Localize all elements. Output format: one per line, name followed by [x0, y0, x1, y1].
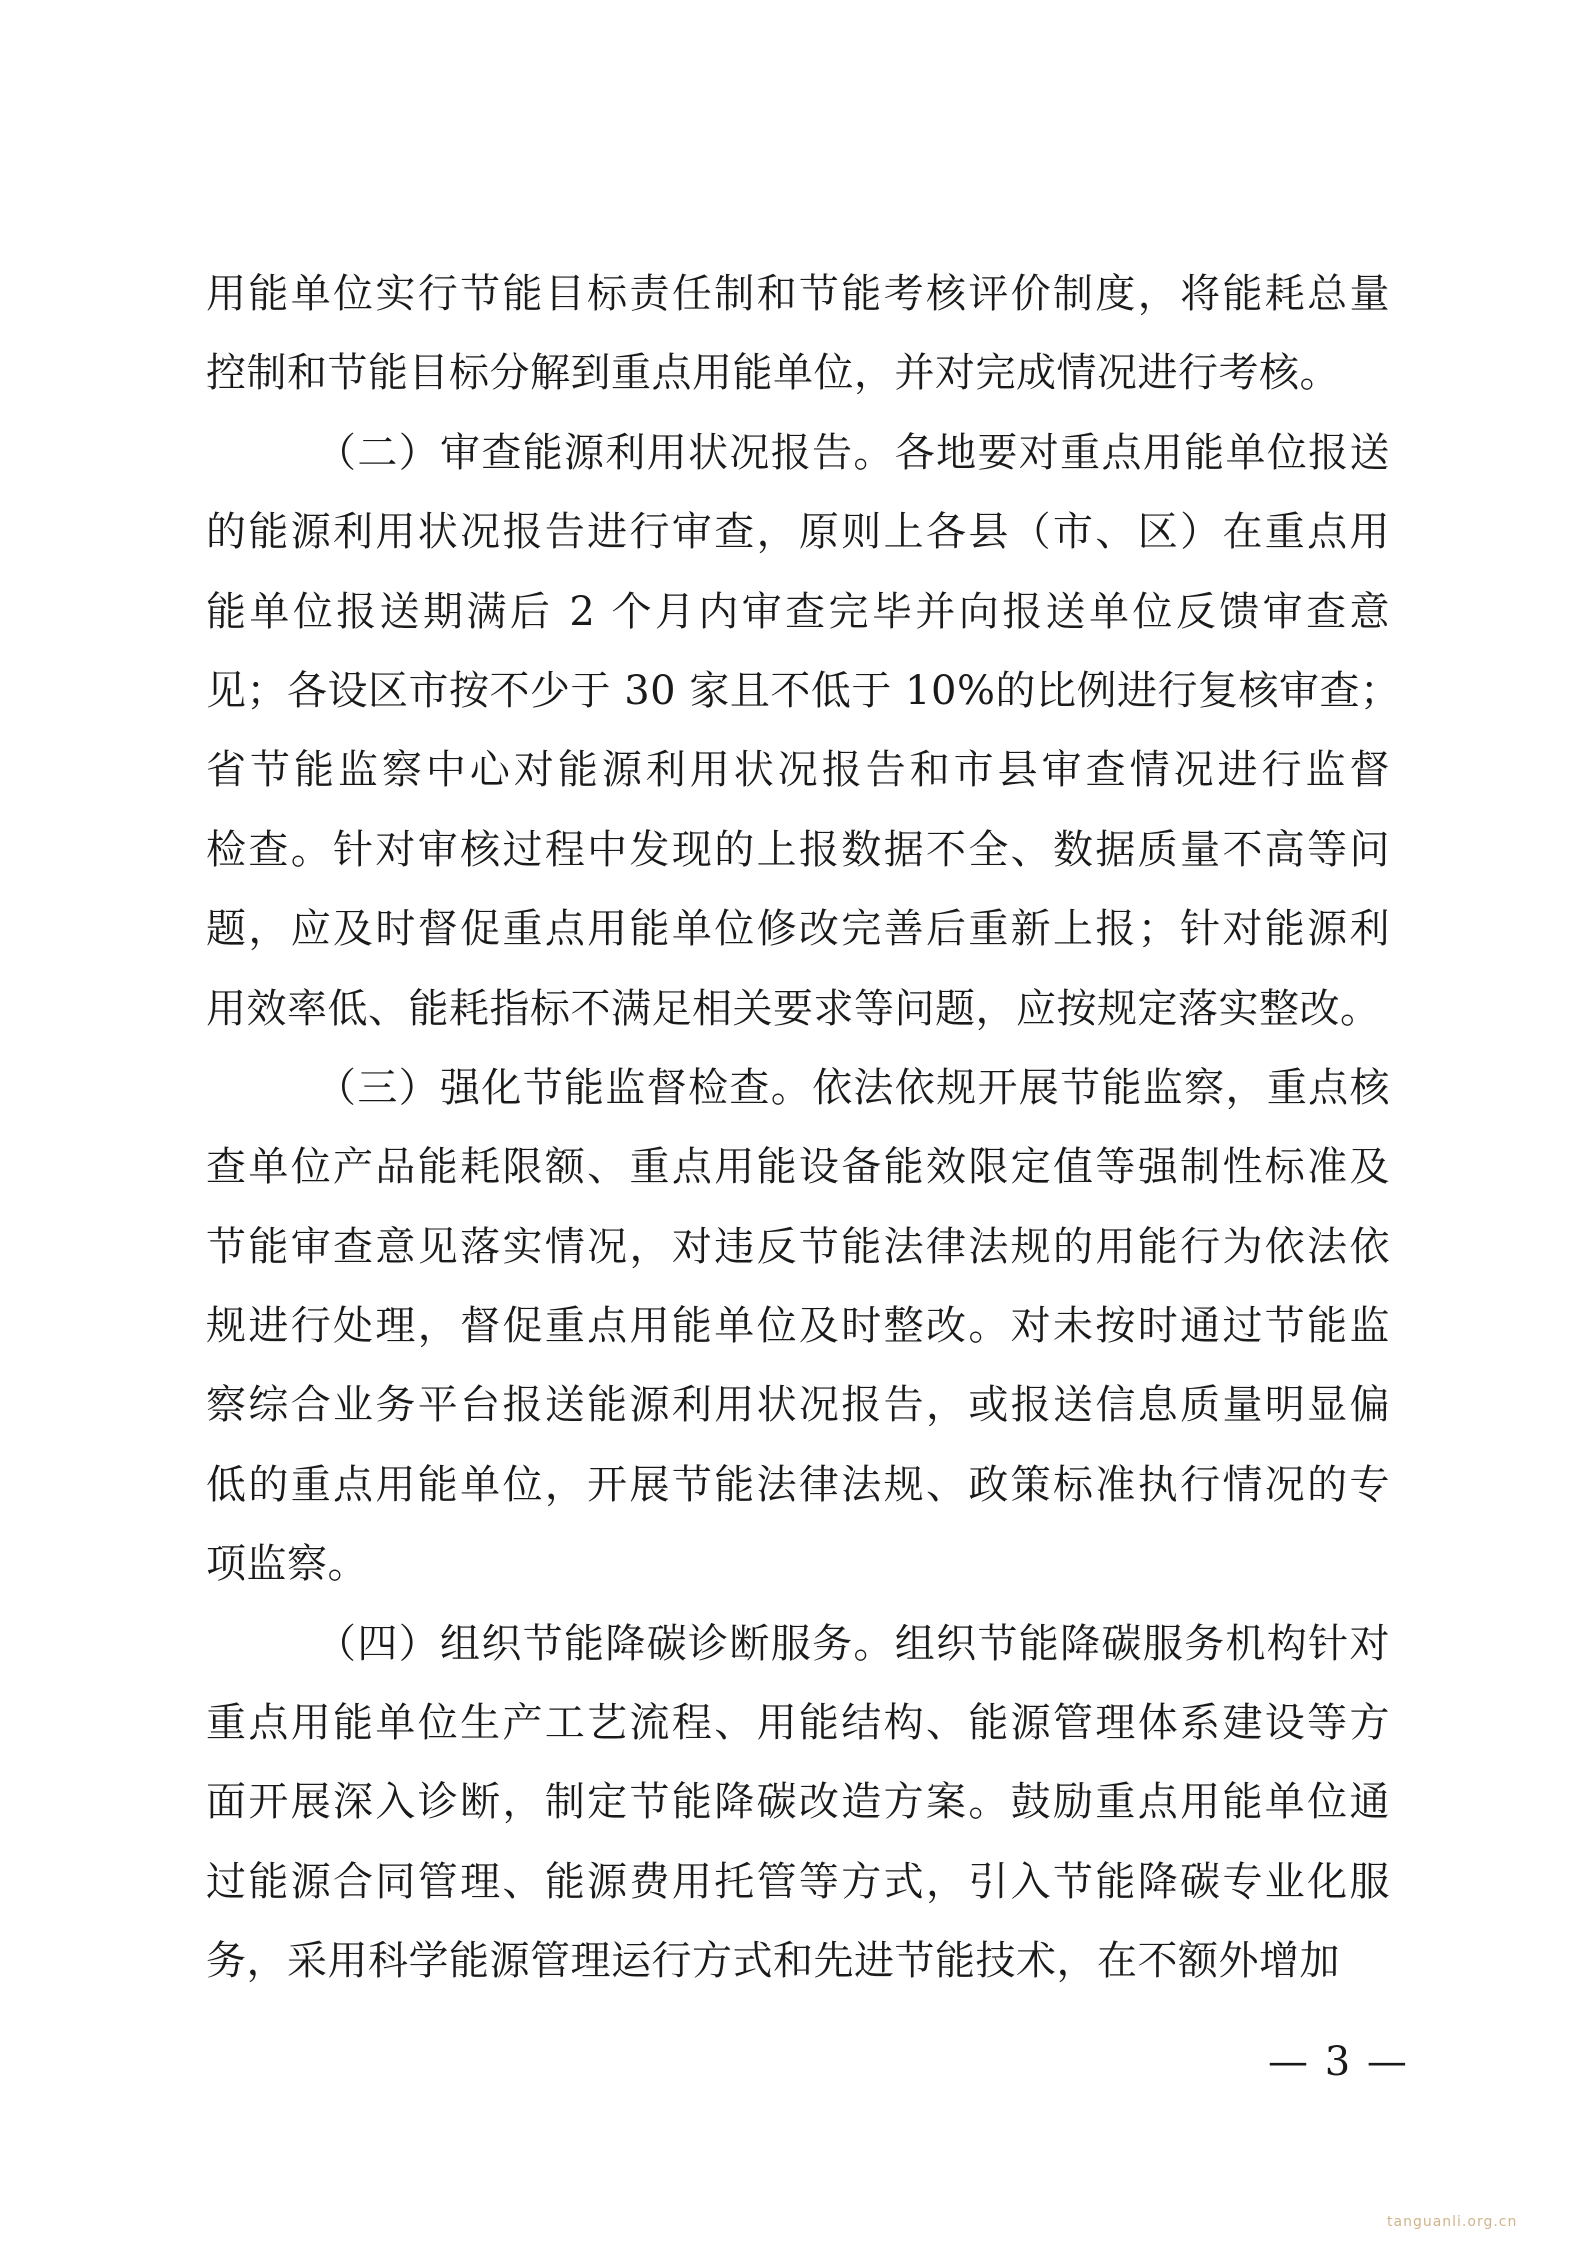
text-line: 控制和节能目标分解到重点用能单位，并对完成情况进行考核。	[206, 350, 1340, 397]
text-line: 重点用能单位生产工艺流程、用能结构、能源管理体系建设等方	[206, 1700, 1390, 1747]
text-line: 低的重点用能单位，开展节能法律法规、政策标准执行情况的专	[206, 1461, 1390, 1508]
body-text	[206, 255, 1401, 2002]
text-line: 务，采用科学能源管理运行方式和先进节能技术，在不额外增加	[206, 1938, 1340, 1985]
text-line: 规进行处理，督促重点用能单位及时整改。对未按时通过节能监	[206, 1303, 1390, 1350]
text-line: 用效率低、能耗指标不满足相关要求等问题，应按规定落实整改。	[206, 985, 1381, 1032]
text-line: 的能源利用状况报告进行审查，原则上各县（市、区）在重点用	[206, 509, 1390, 556]
paragraph-continuation	[206, 255, 1390, 414]
text-line: （三）强化节能监督检查。依法依规开展节能监察，重点核	[316, 1064, 1390, 1111]
text-line: 察综合业务平台报送能源利用状况报告，或报送信息质量明显偏	[206, 1382, 1390, 1429]
page-number: — 3 —	[1268, 2039, 1409, 2085]
text-line: 见；各设区市按不少于 30 家且不低于 10%的比例进行复核审查；	[206, 667, 1401, 714]
paragraph-4	[206, 1605, 1390, 2002]
text-line: 过能源合同管理、能源费用托管等方式，引入节能降碳专业化服	[206, 1858, 1390, 1905]
text-line: 能单位报送期满后 2 个月内审查完毕并向报送单位反馈审查意	[206, 588, 1390, 635]
paragraph-3	[206, 1049, 1390, 1605]
text-line: 查单位产品能耗限额、重点用能设备能效限定值等强制性标准及	[206, 1144, 1390, 1191]
watermark: tanguanli.org.cn	[1387, 2214, 1518, 2230]
text-line: 节能审查意见落实情况，对违反节能法律法规的用能行为依法依	[206, 1223, 1390, 1270]
text-line: （四）组织节能降碳诊断服务。组织节能降碳服务机构针对	[316, 1620, 1390, 1667]
text-line: 省节能监察中心对能源利用状况报告和市县审查情况进行监督	[206, 747, 1390, 794]
paragraph-2	[206, 414, 1401, 1049]
text-line: 用能单位实行节能目标责任制和节能考核评价制度，将能耗总量	[206, 271, 1390, 317]
text-line: 面开展深入诊断，制定节能降碳改造方案。鼓励重点用能单位通	[206, 1779, 1390, 1826]
text-line: 检查。针对审核过程中发现的上报数据不全、数据质量不高等问	[206, 826, 1390, 873]
text-line: 题，应及时督促重点用能单位修改完善后重新上报；针对能源利	[206, 906, 1390, 953]
text-line: （二）审查能源利用状况报告。各地要对重点用能单位报送	[316, 429, 1390, 476]
text-line: 项监察。	[206, 1541, 368, 1588]
